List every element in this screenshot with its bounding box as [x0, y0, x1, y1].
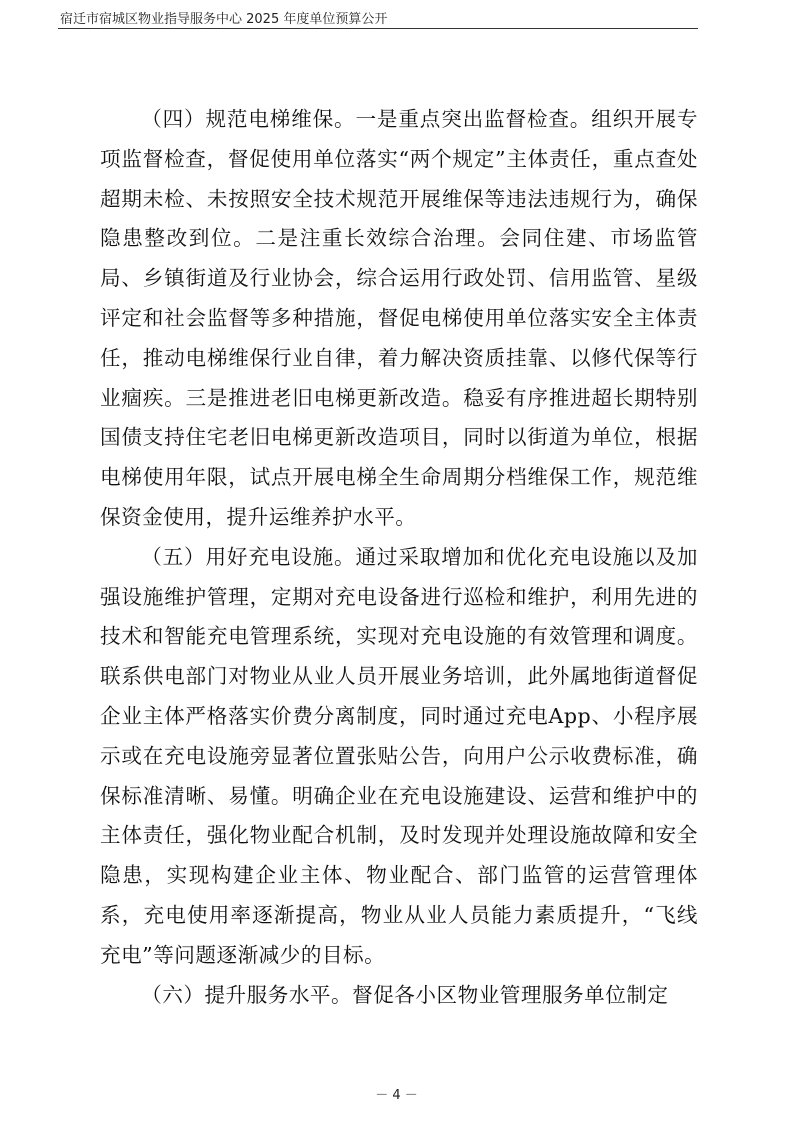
document-body	[100, 100, 698, 1015]
running-header: 宿迁市宿城区物业指导服务中心 2025 年度单位预算公开	[60, 12, 388, 27]
paragraph-elevator-maintenance: （四）规范电梯维保。一是重点突出监督检查。组织开展专项监督检查，督促使用单位落实“两个规定”主体责任，重点查处超期未检、未按照安全技术规范开展维保等违法违规行为，确保隐患整改到位。二是注重长效综合治理。会同住建、市场监管局、乡镇街道及行业协会，综合运用行政处罚、信用监管、星级评定和社会监督等多种措施，督促电梯使用单位落实安全主体责任，推动电梯维保行业自律，着力解决资质挂靠、以修代保等行业痼疾。三是推进老旧电梯更新改造。稳妥有序推进超长期特别国债支持住宅老旧电梯更新改造项目，同时以街道为单位，根据电梯使用年限，试点开展电梯全生命周期分档维保工作，规范维保资金使用，提升运维养护水平。	[100, 107, 698, 529]
header-divider	[58, 28, 698, 29]
paragraph-charging-facilities: （五）用好充电设施。通过采取增加和优化充电设施以及加强设施维护管理，定期对充电设备进行巡检和维护，利用先进的技术和智能充电管理系统，实现对充电设施的有效管理和调度。联系供电部门对物业从业人员开展业务培训，此外属地街道督促企业主体严格落实价费分离制度，同时通过充电App、小程序展示或在充电设施旁显著位置张贴公告，向用户公示收费标准，确保标准清晰、易懂。明确企业在充电设施建设、运营和维护中的主体责任，强化物业配合机制，及时发现并处理设施故障和安全隐患，实现构建企业主体、物业配合、部门监管的运营管理体系，充电使用率逐渐提高，物业从业人员能力素质提升，“飞线充电”等问题逐渐减少的目标。	[100, 544, 698, 967]
paragraph-service-level: （六）提升服务水平。督促各小区物业管理服务单位制定	[141, 982, 669, 1007]
page-number: － 4 －	[375, 1088, 418, 1103]
